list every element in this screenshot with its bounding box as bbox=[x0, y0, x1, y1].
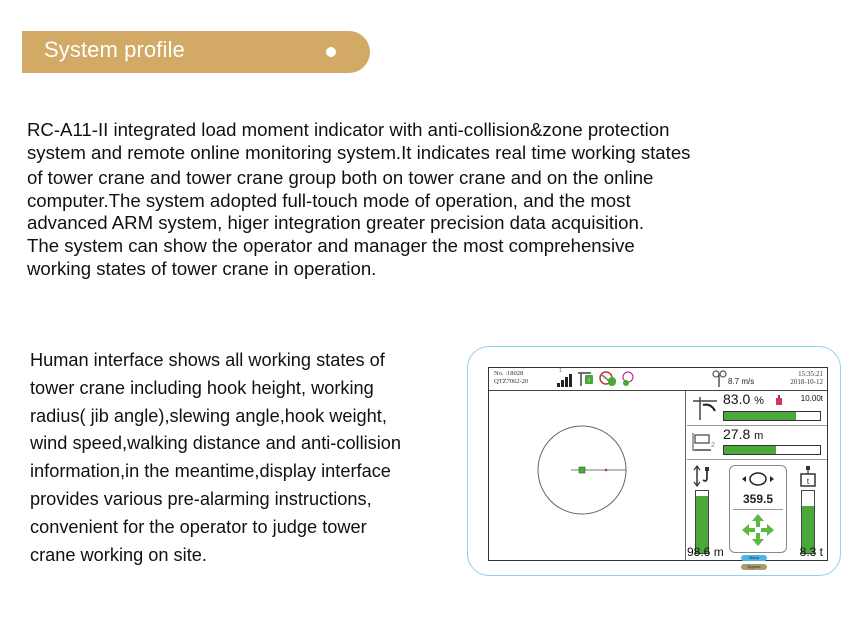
intro-paragraph bbox=[27, 119, 767, 280]
text-line: wind speed,walking distance and anti-collision bbox=[30, 433, 402, 454]
device-id: No. :18028 QTZ7062-20 bbox=[494, 370, 529, 385]
text-line: The system can show the operator and manager the most comprehensive bbox=[27, 234, 635, 256]
datetime bbox=[790, 370, 823, 386]
slewing-rotation-icon bbox=[738, 470, 778, 488]
radius-progress-bar bbox=[723, 445, 821, 455]
bypass-button[interactable]: Bypass bbox=[741, 564, 767, 570]
anti-collision-map[interactable] bbox=[489, 391, 686, 560]
signal-bars-icon bbox=[557, 374, 572, 387]
signal-label: 1 bbox=[559, 368, 562, 374]
text-line: tower crane including hook height, working bbox=[30, 377, 374, 398]
svg-text:t: t bbox=[806, 477, 810, 486]
collision-status-icon bbox=[620, 371, 636, 387]
time: 15:35:21 bbox=[798, 370, 823, 378]
svg-text:i: i bbox=[588, 378, 590, 384]
slewing-angle-value: 359.5 bbox=[742, 492, 774, 506]
text-line: radius( jib angle),slewing angle,hook weight, bbox=[30, 405, 387, 426]
interface-paragraph bbox=[30, 347, 450, 569]
trolley-radius-icon bbox=[691, 429, 719, 455]
hook-height-icon bbox=[693, 465, 715, 487]
hook-height-value: 98.6 m bbox=[687, 545, 724, 559]
wind-speed-icon bbox=[711, 370, 729, 388]
direction-arrows-icon[interactable] bbox=[738, 512, 778, 548]
text-line: RC-A11-II integrated load moment indicator with anti-collision&zone protection bbox=[27, 119, 670, 140]
menu-button[interactable]: Menu bbox=[741, 555, 767, 561]
text-line: computer.The system adopted full-touch mode of operation, and the most bbox=[27, 189, 631, 211]
rated-load-icon bbox=[775, 395, 783, 405]
text-line: convenient for the operator to judge tower bbox=[30, 516, 367, 537]
status-bar bbox=[489, 368, 827, 391]
crane-radius-diagram bbox=[489, 391, 685, 560]
moment-value: 83.0 % bbox=[723, 391, 764, 407]
text-line: Human interface shows all working states of bbox=[30, 350, 385, 370]
divider bbox=[733, 509, 783, 510]
section-header-banner bbox=[22, 31, 370, 73]
load-moment-row bbox=[687, 391, 827, 426]
slewing-panel[interactable] bbox=[729, 465, 787, 553]
text-line: system and remote online monitoring system.It indicates real time working states bbox=[27, 141, 691, 163]
status-panel bbox=[687, 391, 827, 569]
device-display-frame bbox=[467, 346, 841, 576]
bullet-dot-icon bbox=[326, 47, 336, 57]
anemometer-status-icon bbox=[599, 371, 617, 387]
hook-weight-icon bbox=[799, 465, 817, 487]
text-line: information,in the meantime,display interface bbox=[30, 461, 391, 482]
wind-speed-value: 8.7 m/s bbox=[728, 377, 755, 386]
text-line: of tower crane and tower crane group both on tower crane and on the online bbox=[27, 167, 654, 189]
radius-value: 27.8 m bbox=[723, 426, 764, 442]
text-line: provides various pre-alarming instructions, bbox=[30, 488, 372, 509]
section-title: System profile bbox=[44, 37, 185, 62]
crane-moment-icon bbox=[691, 395, 719, 421]
working-radius-row bbox=[687, 426, 827, 460]
device-screen bbox=[488, 367, 828, 569]
rated-load-value: 10.00t bbox=[800, 394, 823, 403]
text-line: working states of tower crane in operation. bbox=[27, 257, 377, 279]
moment-progress-bar bbox=[723, 411, 821, 421]
svg-text:2: 2 bbox=[711, 442, 715, 449]
crane-status-icon bbox=[577, 371, 595, 387]
hook-weight-value: 8.3 t bbox=[799, 545, 823, 559]
date: 2018-10-12 bbox=[790, 378, 823, 386]
text-line: advanced ARM system, higer integration greater precision data acquisition. bbox=[27, 212, 645, 234]
text-line: crane working on site. bbox=[30, 544, 207, 565]
